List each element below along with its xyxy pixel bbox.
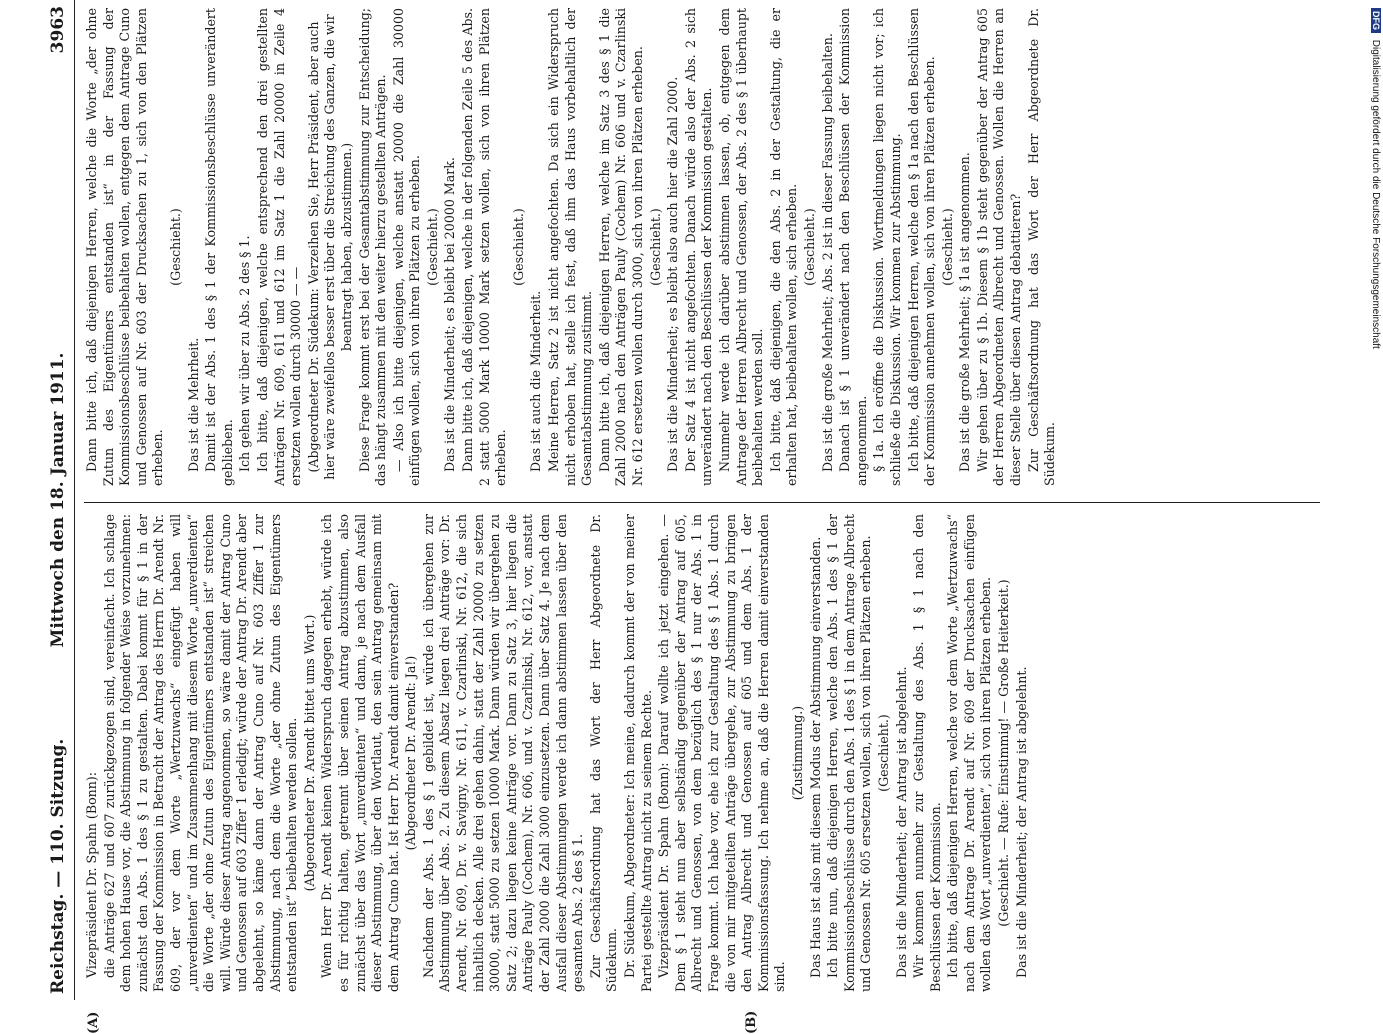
left-column-paragraph: Zur Geschäftsordnung hat das Wort der Herr Abgeordnete Dr. Südekum. <box>587 514 620 992</box>
right-column-paragraph: Zur Geschäftsordnung hat das Wort der Herr Abgeordnete Dr. Südekum. <box>1025 8 1058 486</box>
left-column <box>84 514 1320 992</box>
right-column-paragraph: Meine Herren, Satz 2 ist nicht angefochten. Da sich ein Widerspruch nicht erhoben hat, stelle ich fest, daß ihm das Haus vorbehaltlich der Gesamtabstimmung zustimmt. <box>546 8 595 486</box>
right-column-paragraph: Das ist auch die Minderheit. <box>528 290 544 472</box>
header-rule <box>74 0 75 1000</box>
running-head <box>40 0 74 1000</box>
dfg-side-note <box>1365 8 1381 698</box>
right-column-paragraph: Das ist die Minderheit; es bleibt bei 20000 Mark. <box>442 157 458 472</box>
page-number: 3963 <box>48 6 68 54</box>
left-column-paragraph: Wenn Herr Dr. Arendt keinen Widerspruch dagegen erhebt, würde ich es für richtig halten, getrennt über seinen Antrag abzustimmen, also zunächst über das Wort „unverdienten“ und dann, je nach dem Ausfall dieser Abstimmung, über den Wortlaut, den sein Antrag gemeinsam mit dem Antrag Cuno hat. Ist Herr Dr. Arendt damit einverstanden? <box>319 514 401 992</box>
right-column <box>84 8 1320 486</box>
right-column-paragraph: Das ist die große Mehrheit; § 1a ist angenommen. <box>957 152 973 472</box>
right-column-paragraph: Ich bitte, daß diejenigen, die den Abs. 2 in der Gestaltung, die er erhalten hat, beibehalten wollen, sich erheben. <box>767 8 800 486</box>
right-column-paragraph: Nunmehr werde ich darüber abstimmen lassen, ob, entgegen dem Antrage der Herren Albrecht und Genossen, der Abs. 2 des § 1 überhaupt beibehalten werden soll. <box>716 8 766 486</box>
header-left: Reichstag. — 110. Sitzung. <box>48 738 68 994</box>
right-column-paragraph: Damit ist der Abs. 1 des § 1 der Kommissionsbeschlüsse unverändert geblieben. <box>203 8 235 486</box>
right-column-paragraph: (Geschieht.) <box>939 208 955 286</box>
right-column-paragraph: Ich gehen wir über zu Abs. 2 des § 1. <box>237 235 253 472</box>
left-column-paragraph: (Abgeordneter Dr. Arendt: Ja!) <box>403 655 419 851</box>
left-column-paragraph: Das ist die Minderheit; der Antrag ist abgelehnt. <box>893 666 909 978</box>
column-rule <box>84 502 1320 503</box>
left-column-paragraph: (Geschieht.) <box>875 714 891 792</box>
dfg-note-text: Digitalisierung gefördert durch die Deutsche Forschungsgemeinschaft <box>1370 39 1381 349</box>
right-column-paragraph: Dann bitte ich, daß diejenigen Herren, welche die Worte „der ohne Zutun des Eigentümers entstanden ist“ in der Fassung der Kommissionsbeschlüsse beibehalten wollen, entgegen dem Antrage Cuno und Genossen auf Nr. 603 der Drucksachen zu 1, sich von den Plätzen erheben. <box>84 8 166 486</box>
right-column-paragraph: Ich bitte, daß diejenigen, welche entsprechend den drei gestellten Anträgen Nr. 609, 611 und 612 im Satz 1 die Zahl 20000 in Zeile 4 ersetzen wollen durch 30000 — — <box>254 8 304 486</box>
right-column-paragraph: — Also ich bitte diejenigen, welche anstatt 20000 die Zahl 30000 einfügen wollen, sich von ihren Plätzen zu erheben. <box>390 8 423 486</box>
left-column-paragraph: die Anträge 627 und 607 zurückgezogen sind, vereinfacht. Ich schlage dem hohen Hause vor, die Abstimmung in folgender Weise vorzunehmen: zunächst den Abs. 1 des § 1 zu gestalten. Dabei kommt für § 1 in der Fassung der Kommission in Betracht der Antrag des Herrn Dr. Arendt Nr. 609, der vor dem Worte „Wertzuwachs“ eingefügt haben will „unverdienten“ und im Zusammenhang mit diesem Worte „unverdienten“ die Worte „der ohne Zutun des Eigentümers entstanden ist“ streichen will. Würde dieser Antrag angenommen, so wäre damit der Antrag Cuno und Genossen auf 603 Ziffer 1 erledigt; würde der Antrag Dr. Arendt aber abgelehnt, so käme dann der Antrag Cuno auf Nr. 603 Ziffer 1 zur Abstimmung, nach dem die Worte „der ohne Zutun des Eigentümers entstanden ist“ beibehalten werden sollen. <box>101 514 300 992</box>
right-column-paragraph: Der Satz 4 ist nicht angefochten. Danach würde also der Abs. 2 sich unverändert nach den Beschlüssen der Kommission gestalten. <box>682 8 715 486</box>
left-column-paragraph: Ich bitte nun, daß diejenigen Herren, welche den Abs. 1 des § 1 der Kommissionsbeschlüsse durch den Abs. 1 des § 1 in dem Antrage Albrecht und Genossen Nr. 605 ersetzen wollen, sich von ihren Plätzen erheben. <box>825 514 874 992</box>
right-column-paragraph: Diese Frage kommt erst bei der Gesamtabstimmung zur Entscheidung; das hängt zusammen mit den weiter hierzu gestellten Anträgen. <box>356 8 389 486</box>
right-column-paragraph: § 1a. Ich eröffne die Diskussion. Wortmeldungen liegen nicht vor; ich schließe die Diskussion. Wir kommen zur Abstimmung. <box>871 8 903 486</box>
left-column-paragraph: Dr. Südekum, Abgeordneter: Ich meine, dadurch kommt der von meiner Partei gestellte Antrag nicht zu seinem Rechte. <box>622 514 654 992</box>
header-date: Mittwoch den 18. Januar 1911. <box>48 352 68 648</box>
right-column-paragraph: (Geschieht.) <box>647 208 663 286</box>
right-column-paragraph: Dann bitte ich, daß diejenigen, welche in der folgenden Zeile 5 des Abs. 2 statt 5000 Mark 10000 Mark setzen wollen, sich von ihren Plätzen erheben. <box>460 8 509 486</box>
margin-marker-a: (A) <box>86 1011 101 1034</box>
dfg-logo: DFG <box>1371 8 1381 33</box>
left-column-paragraph: Das ist die Minderheit; der Antrag ist abgelehnt. <box>1013 666 1029 978</box>
right-column-paragraph: (Abgeordneter Dr. Südekum: Verzeihen Sie, Herr Präsident, aber auch hier wäre zweifellos besser erst über die Streichung des Ganzen, die wir beantragt haben, abzustimmen.) <box>305 14 354 480</box>
left-column-paragraph: (Abgeordneter Dr. Arendt bittet ums Wort.) <box>301 614 317 892</box>
right-column-paragraph: Wir gehen über zu § 1b. Diesem § 1b steht gegenüber der Antrag 605 der Herren Abgeordneten Albrecht und Genossen. Wollen die Herren an dieser Stelle über diesen Antrag debattieren? <box>974 8 1024 486</box>
right-column-paragraph: (Geschieht.) <box>167 208 183 286</box>
margin-marker-b: (B) <box>744 1010 759 1034</box>
rotated-page <box>40 0 1330 1034</box>
right-column-paragraph: (Geschieht.) <box>424 208 440 286</box>
right-column-paragraph: Das ist die große Mehrheit; Abs. 2 ist in dieser Fassung beibehalten. <box>819 33 835 472</box>
right-column-paragraph: Ich bitte, daß diejenigen Herren, welche den § 1a nach den Beschlüssen der Kommission annehmen wollen, sich von ihren Plätzen erheben. <box>905 8 938 486</box>
right-column-paragraph: Dann bitte ich, daß diejenigen Herren, welche im Satz 3 des § 1 die Zahl 2000 nach den Anträgen Pauly (Cochem) Nr. 606 und v. Czarlinski Nr. 612 ersetzen wollen durch 3000, sich von ihren Plätzen erheben. <box>596 8 645 486</box>
right-column-paragraph: Danach ist § 1 unverändert nach den Beschlüssen der Kommission angenommen. <box>837 8 869 486</box>
right-column-paragraph: Das ist die Minderheit; es bleibt also auch hier die Zahl 2000. <box>665 76 681 472</box>
left-column-paragraph: Ich bitte, daß diejenigen Herren, welche vor dem Worte „Wertzuwachs“ nach dem Antrage Dr. Arendt auf Nr. 609 der Drucksachen einfügen wollen das Wort „unverdienten“, sich von ihren Plätzen erheben. <box>945 514 994 992</box>
left-column-paragraph: (Geschieht. — Rufe: Einstimmig! — Große Heiterkeit.) <box>996 579 1012 927</box>
left-column-paragraph: Nachdem der Abs. 1 des § 1 gebildet ist, würde ich übergehen zur Abstimmung über Abs. 2. Zu diesem Absatz liegen drei Anträge vor: Dr. Arendt, Nr. 609, Dr. v. Savigny, Nr. 611, v. Czarlinski, Nr. 612, die sich inhaltlich decken. Alle drei gehen dahin, statt der Zahl 20000 zu setzen 30000, statt 5000 zu setzen 10000 Mark. Dann würden wir übergehen zu Satz 2; dazu liegen keine Anträge vor. Dann zu Satz 3, hier liegen die Anträge Pauly (Cochem), Nr. 606, und v. Czarlinski, Nr. 612, vor, anstatt der Zahl 2000 die Zahl 3000 einzusetzen. Dann über Satz 4. Je nach dem Ausfall dieser Abstimmungen werde ich dann abstimmen lassen über den gesamten Abs. 2 des § 1. <box>420 514 586 992</box>
left-column-paragraph: Vizepräsident Dr. Spahn (Bonn): <box>84 771 99 978</box>
right-column-paragraph: (Geschieht.) <box>510 208 526 286</box>
right-column-paragraph: (Geschieht.) <box>801 208 817 286</box>
right-column-paragraph: Das ist die Mehrheit. <box>185 337 201 472</box>
left-column-paragraph: Wir kommen nunmehr zur Gestaltung des Abs. 1 § 1 nach den Beschlüssen der Kommission. <box>911 514 943 992</box>
left-column-paragraph: Das Haus ist also mit diesem Modus der Abstimmung einverstanden. <box>807 536 823 978</box>
left-column-paragraph: Vizepräsident Dr. Spahn (Bonn): Darauf wollte ich jetzt eingehen. — Dem § 1 steht nun aber selbständig gegenüber der Antrag auf 605, Albrecht und Genossen, von dem bezüglich des § 1 nur der Abs. 1 in Frage kommt. Ich habe vor, ehe ich zur Gestaltung des § 1 Abs. 1 durch die von mir mitgeteilten Anträge übergehe, zur Abstimmung zu bringen den Antrag Albrecht und Genossen auf 605 und dem Abs. 1 der Kommissionsfassung. Ich nehme an, daß die Herren damit einverstanden sind. <box>656 514 788 992</box>
left-column-paragraph: (Zustimmung.) <box>789 705 805 801</box>
